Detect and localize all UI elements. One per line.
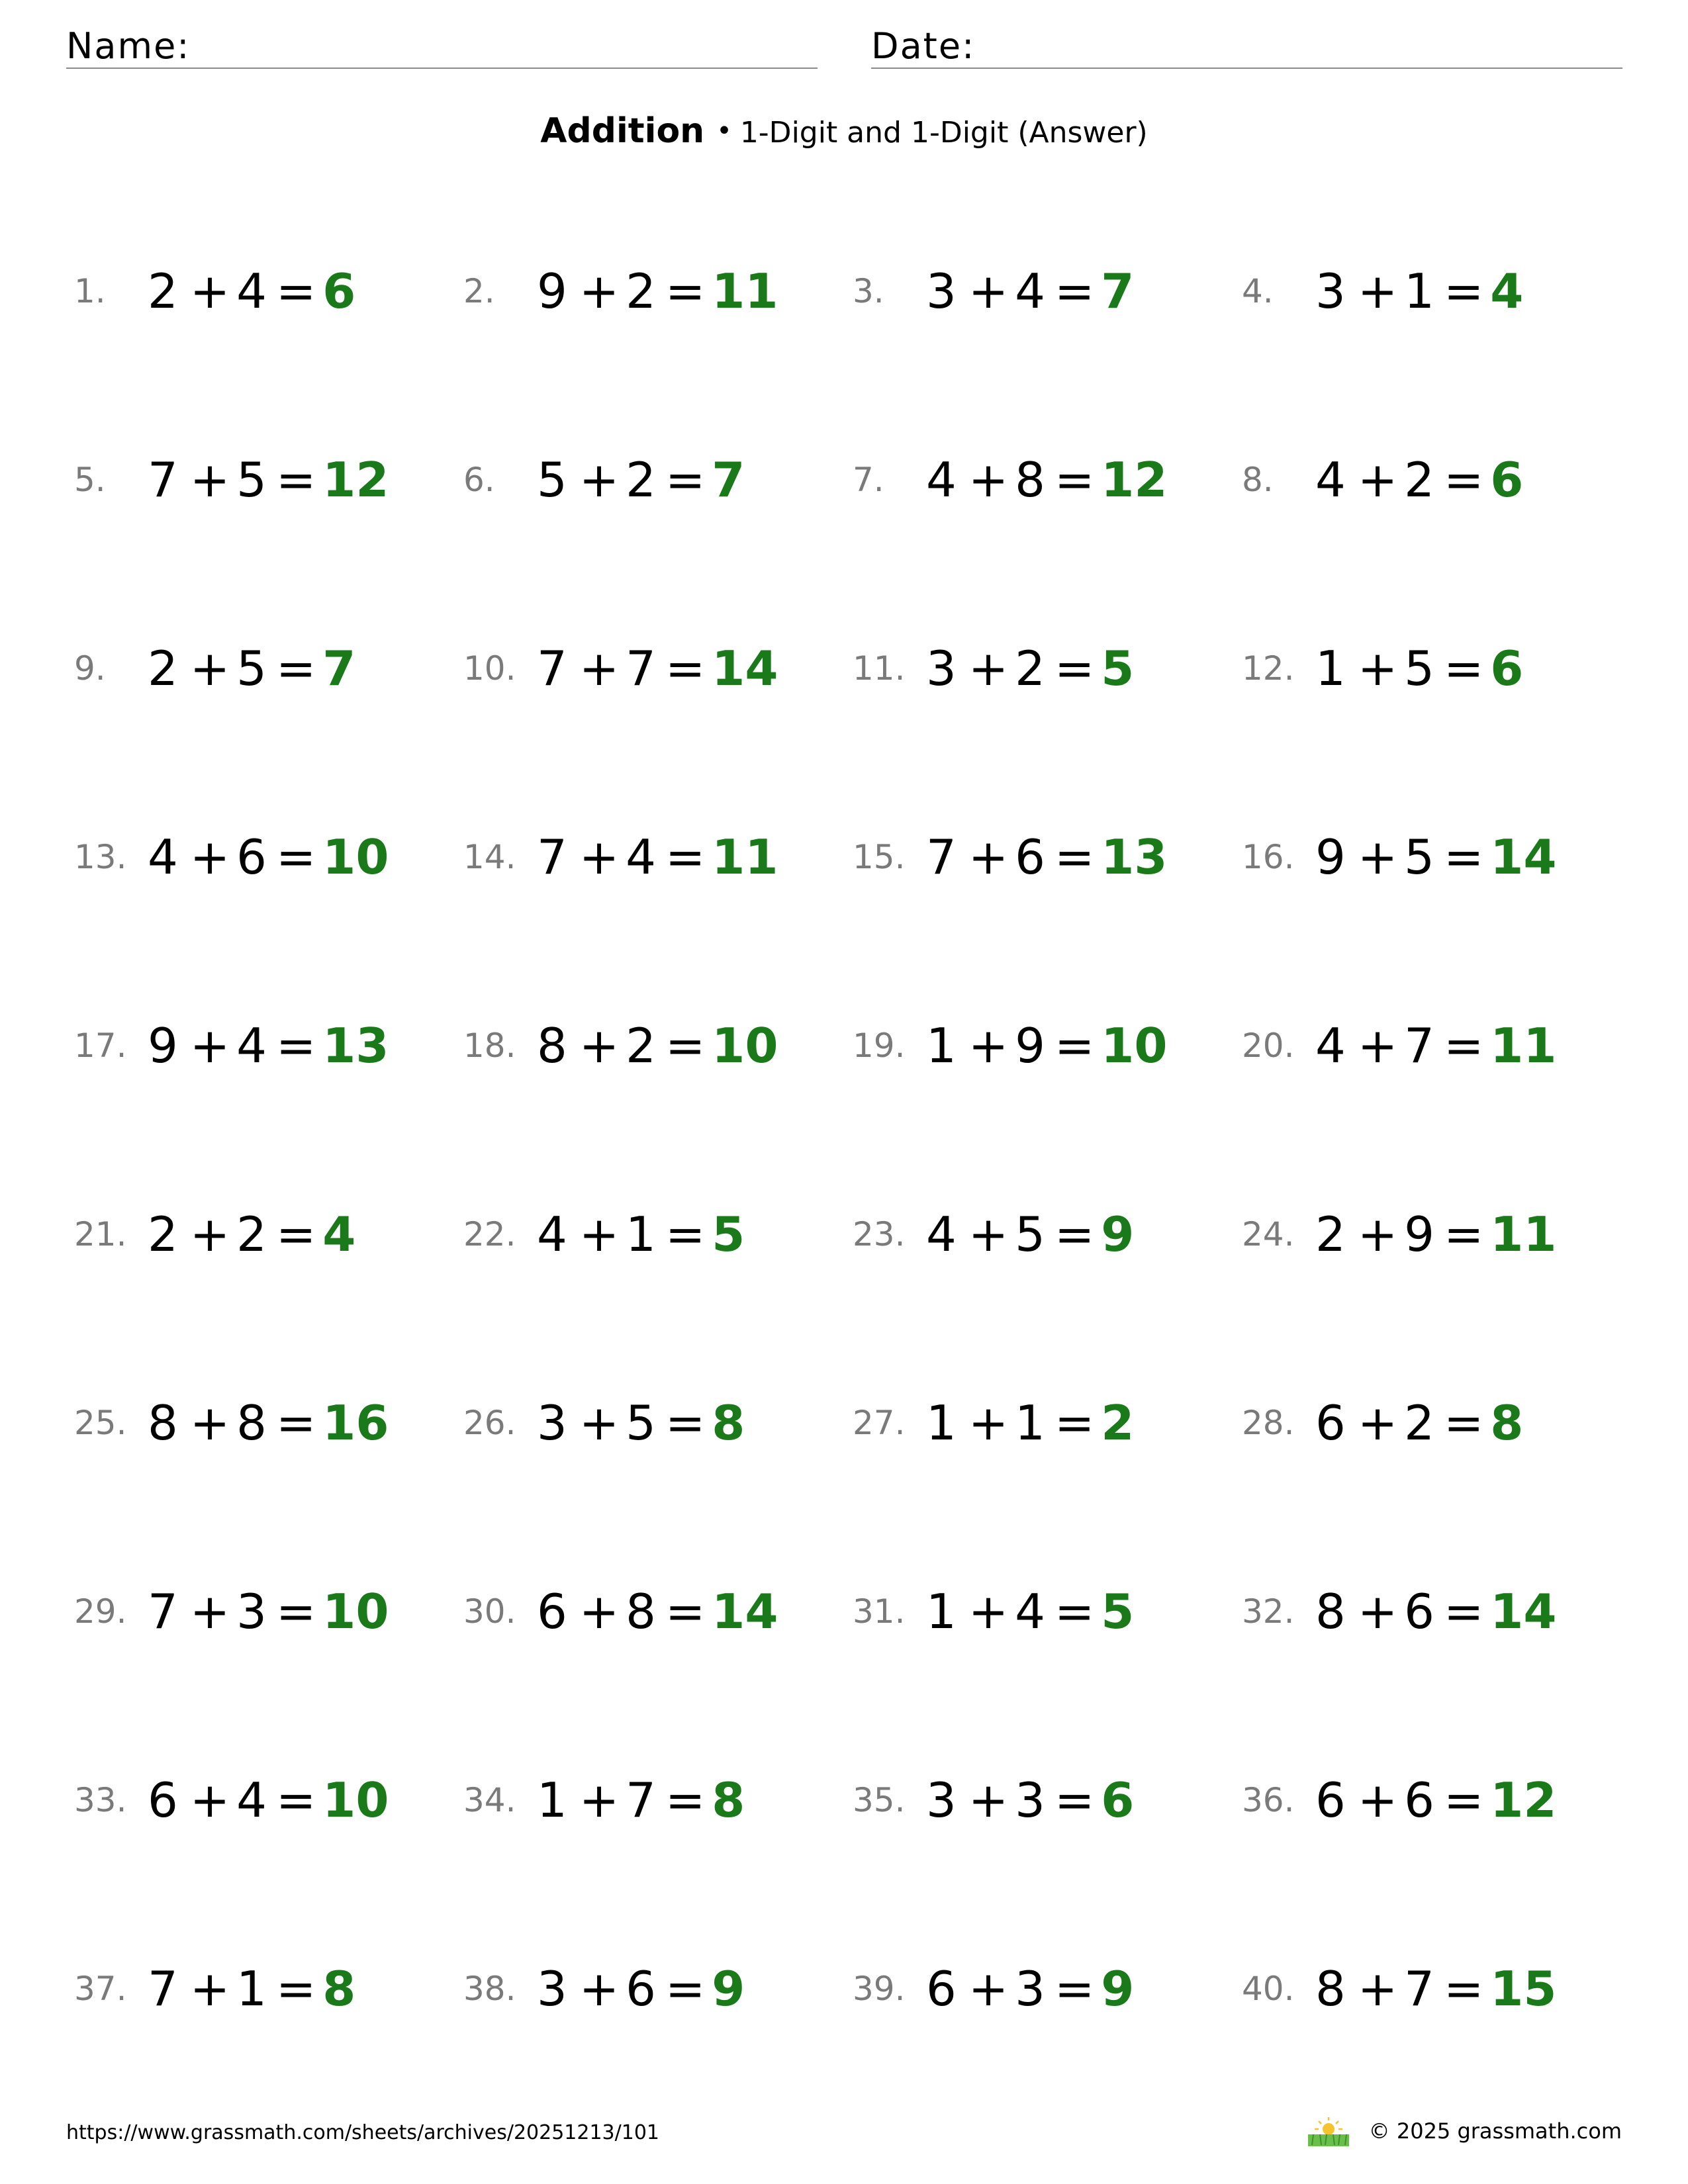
equals-sign: = — [665, 641, 706, 696]
plus-sign: + — [579, 641, 620, 696]
answer: 6 — [1490, 641, 1524, 696]
addend-b: 5 — [236, 452, 267, 508]
plus-sign: + — [968, 1206, 1009, 1262]
problem-item — [853, 1383, 1242, 1463]
plus-sign: + — [1357, 1772, 1398, 1828]
plus-sign: + — [968, 1772, 1009, 1828]
problem-number: 35. — [853, 1781, 906, 1819]
answer: 8 — [712, 1395, 745, 1451]
equals-sign: = — [665, 829, 706, 885]
answer: 10 — [322, 829, 389, 885]
problem-item — [74, 440, 463, 520]
problem-number: 39. — [853, 1970, 906, 2008]
plus-sign: + — [968, 1395, 1009, 1451]
equals-sign: = — [1443, 1206, 1484, 1262]
answer: 6 — [1490, 452, 1524, 508]
addend-b: 8 — [1015, 452, 1045, 508]
plus-sign: + — [968, 1584, 1009, 1639]
plus-sign: + — [1357, 1395, 1398, 1451]
plus-sign: + — [1357, 452, 1398, 508]
plus-sign: + — [579, 1206, 620, 1262]
answer: 10 — [1101, 1018, 1168, 1073]
addend-b: 8 — [626, 1584, 656, 1639]
problem-item — [463, 817, 853, 897]
addend-b: 5 — [236, 641, 267, 696]
addend-a: 1 — [1315, 641, 1346, 696]
addend-b: 6 — [626, 1961, 656, 2017]
answer: 12 — [1101, 452, 1168, 508]
addend-b: 6 — [1404, 1584, 1434, 1639]
equals-sign: = — [665, 452, 706, 508]
problem-number: 24. — [1242, 1215, 1295, 1253]
problem-number: 29. — [74, 1592, 127, 1631]
answer: 5 — [1101, 641, 1135, 696]
addend-a: 9 — [537, 263, 567, 319]
addend-b: 6 — [1015, 829, 1045, 885]
addend-b: 3 — [236, 1584, 267, 1639]
plus-sign: + — [189, 829, 230, 885]
plus-sign: + — [1357, 641, 1398, 696]
problem-number: 33. — [74, 1781, 127, 1819]
answer: 11 — [712, 263, 778, 319]
equals-sign: = — [1443, 1584, 1484, 1639]
addend-a: 1 — [926, 1018, 957, 1073]
problem-item — [1242, 1949, 1631, 2028]
equals-sign: = — [665, 1584, 706, 1639]
answer: 14 — [1490, 829, 1557, 885]
addend-b: 2 — [626, 1018, 656, 1073]
addend-a: 4 — [537, 1206, 567, 1262]
problem-number: 32. — [1242, 1592, 1295, 1631]
answer: 14 — [712, 641, 778, 696]
answer: 15 — [1490, 1961, 1557, 2017]
problem-number: 9. — [74, 649, 106, 688]
addend-a: 1 — [926, 1584, 957, 1639]
problem-number: 16. — [1242, 838, 1295, 876]
answer: 6 — [1101, 1772, 1135, 1828]
problem-item — [463, 440, 853, 520]
addend-b: 5 — [1015, 1206, 1045, 1262]
problem-number: 25. — [74, 1404, 127, 1442]
plus-sign: + — [189, 263, 230, 319]
problem-item — [463, 1383, 853, 1463]
problem-number: 27. — [853, 1404, 906, 1442]
equals-sign: = — [665, 1772, 706, 1828]
answer: 8 — [1490, 1395, 1524, 1451]
problem-item — [1242, 1383, 1631, 1463]
addend-b: 7 — [1404, 1018, 1434, 1073]
problem-number: 28. — [1242, 1404, 1295, 1442]
problem-item — [1242, 1006, 1631, 1085]
addend-a: 7 — [926, 829, 957, 885]
addend-a: 2 — [148, 263, 178, 319]
plus-sign: + — [1357, 1961, 1398, 2017]
problem-number: 10. — [463, 649, 516, 688]
addend-a: 7 — [537, 829, 567, 885]
addend-a: 7 — [148, 1961, 178, 2017]
equals-sign: = — [1443, 263, 1484, 319]
problem-number: 8. — [1242, 461, 1274, 499]
answer: 8 — [712, 1772, 745, 1828]
equals-sign: = — [1054, 263, 1095, 319]
answer: 6 — [322, 263, 356, 319]
plus-sign: + — [1357, 1206, 1398, 1262]
problem-item — [74, 817, 463, 897]
addend-a: 5 — [537, 452, 567, 508]
answer: 10 — [322, 1772, 389, 1828]
plus-sign: + — [579, 263, 620, 319]
problem-number: 11. — [853, 649, 906, 688]
equals-sign: = — [1443, 641, 1484, 696]
plus-sign: + — [968, 1018, 1009, 1073]
problem-item — [853, 1006, 1242, 1085]
problem-item — [1242, 251, 1631, 331]
equals-sign: = — [1054, 1018, 1095, 1073]
answer: 4 — [1490, 263, 1524, 319]
addend-b: 5 — [1404, 829, 1434, 885]
plus-sign: + — [579, 1395, 620, 1451]
equals-sign: = — [1054, 641, 1095, 696]
addend-b: 1 — [626, 1206, 656, 1262]
addend-b: 6 — [236, 829, 267, 885]
equals-sign: = — [1443, 1395, 1484, 1451]
plus-sign: + — [968, 452, 1009, 508]
plus-sign: + — [189, 1206, 230, 1262]
grass-sun-logo-icon — [1305, 2115, 1352, 2148]
title-separator: • — [716, 116, 732, 146]
problem-item — [1242, 1760, 1631, 1840]
problem-number: 30. — [463, 1592, 516, 1631]
worksheet-title — [0, 105, 1688, 160]
problem-item — [853, 1760, 1242, 1840]
addend-a: 9 — [1315, 829, 1346, 885]
plus-sign: + — [579, 1961, 620, 2017]
problem-item — [853, 817, 1242, 897]
addend-b: 7 — [626, 641, 656, 696]
problem-item — [463, 1760, 853, 1840]
equals-sign: = — [665, 263, 706, 319]
addend-a: 4 — [1315, 1018, 1346, 1073]
problem-item — [463, 629, 853, 708]
answer: 10 — [322, 1584, 389, 1639]
answer: 8 — [322, 1961, 356, 2017]
addend-a: 2 — [148, 641, 178, 696]
footer-copyright: © 2025 grassmath.com — [1368, 2118, 1622, 2144]
addend-b: 9 — [1015, 1018, 1045, 1073]
plus-sign: + — [1357, 1584, 1398, 1639]
name-field[interactable] — [66, 25, 818, 69]
problem-number: 38. — [463, 1970, 516, 2008]
problem-item — [74, 1572, 463, 1651]
answer: 13 — [1101, 829, 1168, 885]
equals-sign: = — [275, 641, 316, 696]
answer: 9 — [1101, 1206, 1135, 1262]
addend-a: 9 — [148, 1018, 178, 1073]
equals-sign: = — [275, 1961, 316, 2017]
title-main: Addition — [540, 111, 705, 151]
answer: 7 — [322, 641, 356, 696]
plus-sign: + — [189, 1961, 230, 2017]
addend-b: 1 — [236, 1961, 267, 2017]
addend-b: 5 — [626, 1395, 656, 1451]
addend-b: 4 — [236, 1772, 267, 1828]
problem-item — [853, 1195, 1242, 1274]
equals-sign: = — [1443, 1961, 1484, 2017]
problem-item — [463, 1572, 853, 1651]
addend-b: 7 — [1404, 1961, 1434, 2017]
addend-a: 1 — [537, 1772, 567, 1828]
answer: 11 — [712, 829, 778, 885]
addend-b: 1 — [1404, 263, 1434, 319]
problem-number: 37. — [74, 1970, 127, 2008]
equals-sign: = — [275, 1395, 316, 1451]
plus-sign: + — [189, 1395, 230, 1451]
addend-a: 2 — [148, 1206, 178, 1262]
equals-sign: = — [275, 1584, 316, 1639]
problem-number: 20. — [1242, 1026, 1295, 1065]
plus-sign: + — [1357, 829, 1398, 885]
plus-sign: + — [968, 263, 1009, 319]
problem-item — [1242, 817, 1631, 897]
equals-sign: = — [1054, 1961, 1095, 2017]
plus-sign: + — [968, 641, 1009, 696]
equals-sign: = — [1054, 1395, 1095, 1451]
addend-b: 5 — [1404, 641, 1434, 696]
problem-number: 17. — [74, 1026, 127, 1065]
problem-number: 1. — [74, 272, 106, 310]
addend-a: 6 — [1315, 1772, 1346, 1828]
answer: 9 — [1101, 1961, 1135, 2017]
problem-item — [853, 440, 1242, 520]
equals-sign: = — [665, 1395, 706, 1451]
answer: 12 — [1490, 1772, 1557, 1828]
addend-b: 8 — [236, 1395, 267, 1451]
addend-a: 3 — [926, 641, 957, 696]
answer: 7 — [712, 452, 745, 508]
problem-item — [74, 1760, 463, 1840]
addend-a: 6 — [537, 1584, 567, 1639]
footer-url: https://www.grassmath.com/sheets/archives/20251213/101 — [66, 2121, 660, 2144]
addend-b: 4 — [1015, 1584, 1045, 1639]
problem-item — [853, 1949, 1242, 2028]
addend-a: 6 — [148, 1772, 178, 1828]
plus-sign: + — [189, 641, 230, 696]
problem-item — [463, 1195, 853, 1274]
problem-number: 19. — [853, 1026, 906, 1065]
addend-a: 6 — [926, 1961, 957, 2017]
addend-b: 9 — [1404, 1206, 1434, 1262]
addend-a: 4 — [926, 452, 957, 508]
answer: 7 — [1101, 263, 1135, 319]
addend-a: 8 — [537, 1018, 567, 1073]
addend-a: 3 — [926, 263, 957, 319]
equals-sign: = — [665, 1961, 706, 2017]
answer: 12 — [322, 452, 389, 508]
addend-b: 2 — [626, 452, 656, 508]
problem-number: 34. — [463, 1781, 516, 1819]
plus-sign: + — [968, 829, 1009, 885]
problem-item — [74, 1006, 463, 1085]
problem-item — [74, 251, 463, 331]
answer: 16 — [322, 1395, 389, 1451]
equals-sign: = — [1443, 452, 1484, 508]
addend-a: 7 — [148, 452, 178, 508]
plus-sign: + — [189, 1772, 230, 1828]
addend-b: 1 — [1015, 1395, 1045, 1451]
addend-b: 2 — [626, 263, 656, 319]
problem-number: 15. — [853, 838, 906, 876]
problem-number: 22. — [463, 1215, 516, 1253]
equals-sign: = — [1443, 1018, 1484, 1073]
addend-b: 2 — [1404, 452, 1434, 508]
answer: 9 — [712, 1961, 745, 2017]
answer: 11 — [1490, 1018, 1557, 1073]
equals-sign: = — [665, 1018, 706, 1073]
addend-a: 8 — [1315, 1584, 1346, 1639]
addend-a: 6 — [1315, 1395, 1346, 1451]
answer: 10 — [712, 1018, 778, 1073]
equals-sign: = — [275, 263, 316, 319]
addend-b: 3 — [1015, 1961, 1045, 2017]
problem-number: 3. — [853, 272, 884, 310]
addend-b: 2 — [1015, 641, 1045, 696]
addend-a: 3 — [1315, 263, 1346, 319]
problem-item — [1242, 1572, 1631, 1651]
problem-number: 7. — [853, 461, 884, 499]
problem-number: 13. — [74, 838, 127, 876]
problem-item — [1242, 440, 1631, 520]
problem-number: 4. — [1242, 272, 1274, 310]
equals-sign: = — [275, 829, 316, 885]
addend-a: 8 — [1315, 1961, 1346, 2017]
answer: 2 — [1101, 1395, 1135, 1451]
plus-sign: + — [579, 1584, 620, 1639]
problem-item — [74, 1949, 463, 2028]
equals-sign: = — [1443, 829, 1484, 885]
addend-b: 2 — [1404, 1395, 1434, 1451]
footer-brand — [1305, 2111, 1622, 2151]
problem-number: 6. — [463, 461, 495, 499]
addend-a: 4 — [148, 829, 178, 885]
plus-sign: + — [579, 1018, 620, 1073]
addend-b: 3 — [1015, 1772, 1045, 1828]
name-label: Name: — [66, 25, 191, 67]
answer: 4 — [322, 1206, 356, 1262]
addend-b: 6 — [1404, 1772, 1434, 1828]
date-field[interactable] — [871, 25, 1622, 69]
addend-b: 4 — [236, 263, 267, 319]
problem-item — [463, 251, 853, 331]
problem-item — [74, 1195, 463, 1274]
problem-number: 21. — [74, 1215, 127, 1253]
addend-a: 2 — [1315, 1206, 1346, 1262]
addend-b: 7 — [626, 1772, 656, 1828]
problem-item — [853, 629, 1242, 708]
problem-number: 26. — [463, 1404, 516, 1442]
equals-sign: = — [1054, 1772, 1095, 1828]
equals-sign: = — [275, 1772, 316, 1828]
addend-b: 4 — [626, 829, 656, 885]
addend-a: 3 — [926, 1772, 957, 1828]
problem-number: 18. — [463, 1026, 516, 1065]
problem-number: 31. — [853, 1592, 906, 1631]
plus-sign: + — [579, 1772, 620, 1828]
equals-sign: = — [665, 1206, 706, 1262]
problem-item — [74, 629, 463, 708]
problem-item — [1242, 1195, 1631, 1274]
plus-sign: + — [1357, 263, 1398, 319]
addend-a: 3 — [537, 1395, 567, 1451]
addend-b: 4 — [236, 1018, 267, 1073]
answer: 5 — [1101, 1584, 1135, 1639]
equals-sign: = — [275, 1206, 316, 1262]
plus-sign: + — [579, 452, 620, 508]
equals-sign: = — [1054, 1584, 1095, 1639]
addend-a: 7 — [148, 1584, 178, 1639]
problem-number: 5. — [74, 461, 106, 499]
addend-b: 4 — [1015, 263, 1045, 319]
problem-item — [1242, 629, 1631, 708]
addend-a: 7 — [537, 641, 567, 696]
answer: 14 — [712, 1584, 778, 1639]
problem-item — [463, 1006, 853, 1085]
answer: 13 — [322, 1018, 389, 1073]
problem-number: 23. — [853, 1215, 906, 1253]
plus-sign: + — [189, 1018, 230, 1073]
answer: 14 — [1490, 1584, 1557, 1639]
plus-sign: + — [189, 452, 230, 508]
addend-a: 8 — [148, 1395, 178, 1451]
problem-grid — [74, 251, 1623, 2138]
equals-sign: = — [1443, 1772, 1484, 1828]
equals-sign: = — [1054, 1206, 1095, 1262]
problem-number: 14. — [463, 838, 516, 876]
addend-a: 1 — [926, 1395, 957, 1451]
title-subtitle: 1-Digit and 1-Digit (Answer) — [739, 116, 1148, 150]
equals-sign: = — [1054, 829, 1095, 885]
problem-number: 40. — [1242, 1970, 1295, 2008]
problem-item — [853, 251, 1242, 331]
answer: 5 — [712, 1206, 745, 1262]
addend-a: 4 — [1315, 452, 1346, 508]
problem-item — [853, 1572, 1242, 1651]
problem-number: 2. — [463, 272, 495, 310]
plus-sign: + — [1357, 1018, 1398, 1073]
problem-item — [463, 1949, 853, 2028]
equals-sign: = — [275, 452, 316, 508]
plus-sign: + — [579, 829, 620, 885]
date-label: Date: — [871, 25, 976, 67]
plus-sign: + — [968, 1961, 1009, 2017]
answer: 11 — [1490, 1206, 1557, 1262]
problem-number: 12. — [1242, 649, 1295, 688]
equals-sign: = — [275, 1018, 316, 1073]
addend-a: 3 — [537, 1961, 567, 2017]
addend-b: 2 — [236, 1206, 267, 1262]
problem-number: 36. — [1242, 1781, 1295, 1819]
problem-item — [74, 1383, 463, 1463]
addend-a: 4 — [926, 1206, 957, 1262]
plus-sign: + — [189, 1584, 230, 1639]
equals-sign: = — [1054, 452, 1095, 508]
